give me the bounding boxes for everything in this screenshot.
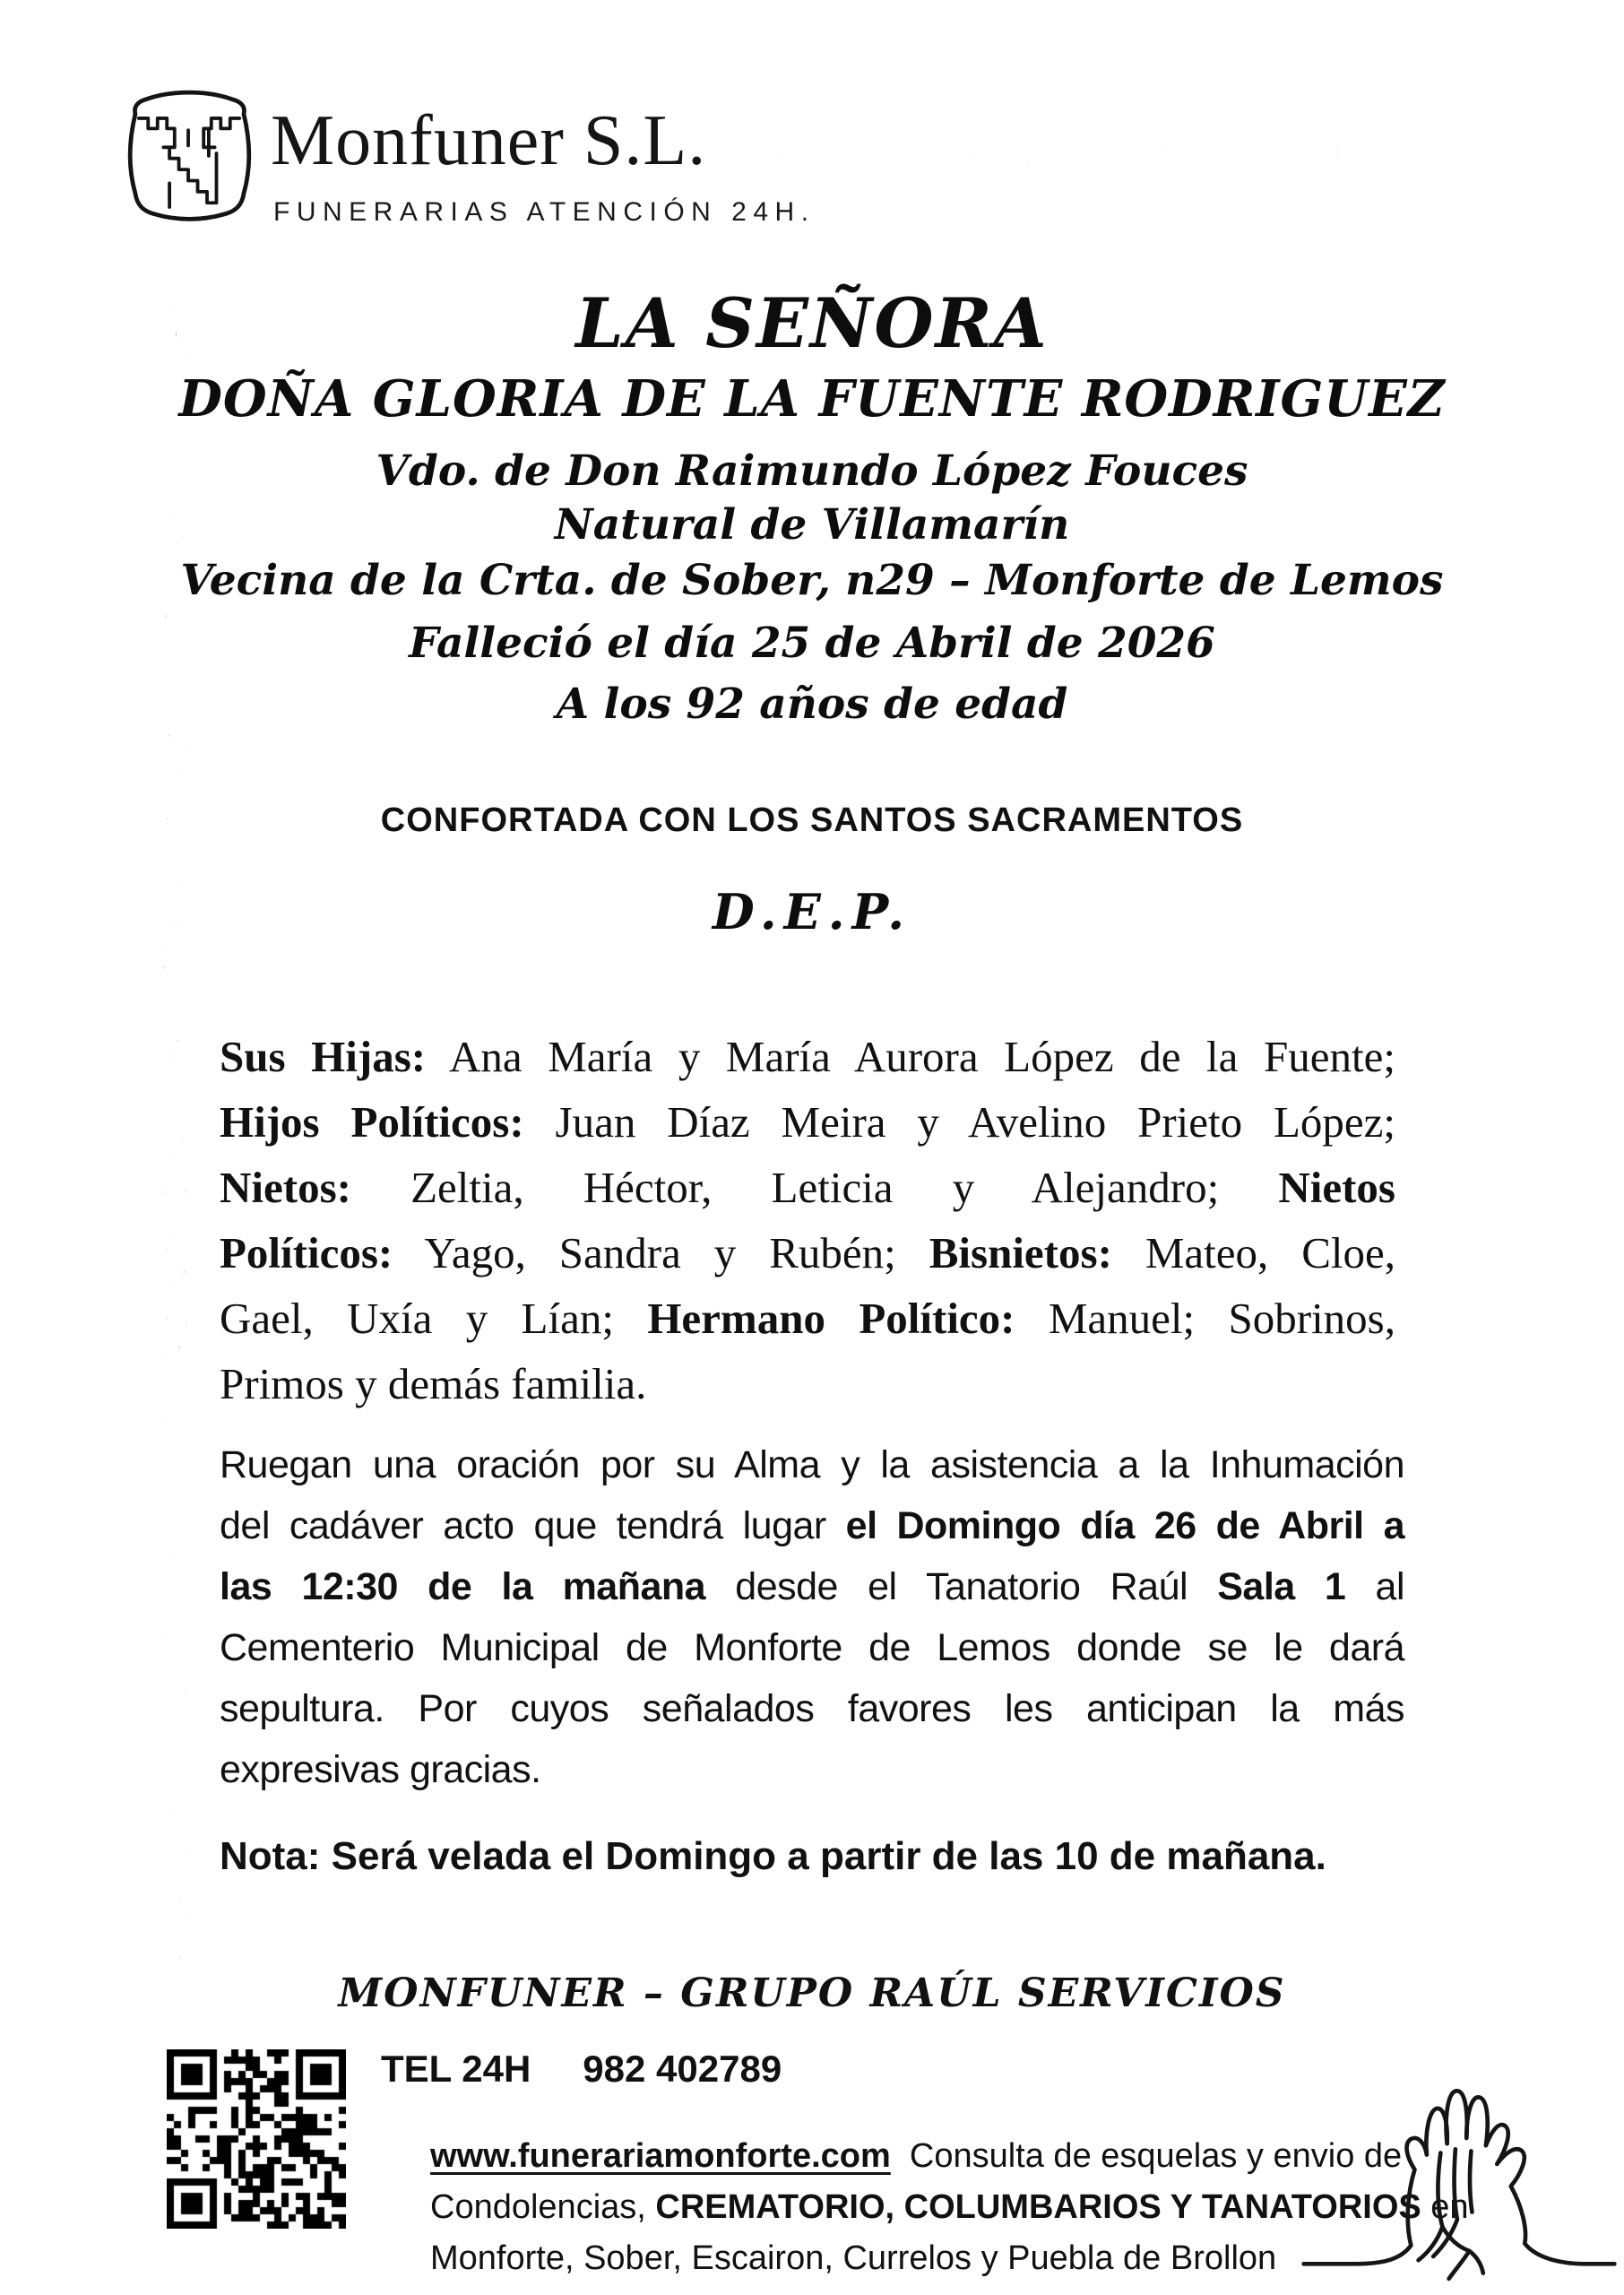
paragraph-line: sepultura. Por cuyos señalados favores les anticipan la más [220,1687,1404,1730]
death-line: Falleció el día 25 de Abril de 2026 [409,619,1215,668]
paragraph-line: www.funerariamonforte.com Consulta de esquelas y envio de [430,2137,1403,2175]
phone-line [381,2048,782,2091]
group-line: MONFUNER – GRUPO RAÚL SERVICIOS [338,1970,1286,2016]
origin-line: Natural de Villamarín [554,500,1070,550]
paragraph-line: Nietos: Zeltia, Héctor, Leticia y Alejandro; Nietos [220,1163,1395,1212]
widow-line: Vdo. de Don Raimundo López Fouces [376,446,1248,496]
scan-noise-band [751,126,1562,169]
castle-tower-icon [117,81,262,226]
paragraph-line: Monforte, Sober, Escairon, Currelos y Puebla de Brollon [430,2239,1277,2277]
dep-line: D.E.P. [712,883,912,940]
paragraph-line: del cadáver acto que tendrá lugar el Domingo día 26 de Abril a [220,1504,1404,1547]
phone-label: TEL 24H [381,2048,531,2090]
brand-subtitle: FUNERARIAS ATENCIÓN 24H. [273,197,816,227]
family-paragraph [220,1024,1395,1416]
residence-line: Vecina de la Crta. de Sober, n29 – Monforte de Lemos [180,556,1444,605]
sacraments-line: CONFORTADA CON LOS SANTOS SACRAMENTOS [380,801,1244,839]
deceased-name: DOÑA GLORIA DE LA FUENTE RODRIGUEZ [178,369,1446,429]
brand-name: Monfuner S.L. [271,101,707,180]
paragraph-line: las 12:30 de la mañana desde el Tanatorio Raúl Sala 1 al [220,1565,1404,1608]
phone-number: 982 402789 [583,2048,782,2090]
paragraph-line: expresivas gracias. [220,1748,541,1791]
praying-hands-icon [1298,2053,1620,2284]
paragraph-line: Primos y demás familia. [220,1359,647,1408]
paragraph-line: Cementerio Municipal de Monforte de Lemos donde se le dará [220,1626,1404,1669]
note-line: Nota: Será velada el Domingo a partir de las 10 de mañana. [220,1834,1326,1878]
paragraph-line: Ruegan una oración por su Alma y la asistencia a la Inhumación [220,1443,1404,1486]
paragraph-line: Hijos Políticos: Juan Díaz Meira y Avelino Prieto López; [220,1097,1396,1147]
paragraph-line: Sus Hijas: Ana María y María Aurora López de la Fuente; [220,1032,1395,1081]
paragraph-line: Gael, Uxía y Lían; Hermano Político: Manuel; Sobrinos, [220,1294,1395,1343]
paragraph-line: Políticos: Yago, Sandra y Rubén; Bisnietos: Mateo, Cloe, [220,1228,1395,1277]
age-line: A los 92 años de edad [556,680,1068,729]
paragraph-line: Condolencias, CREMATORIO, COLUMBARIOS Y TANATORIOS en [430,2188,1469,2226]
notice-title: LA SEÑORA [575,283,1049,363]
announcement-paragraph [220,1434,1404,1800]
qr-code [167,2049,346,2229]
